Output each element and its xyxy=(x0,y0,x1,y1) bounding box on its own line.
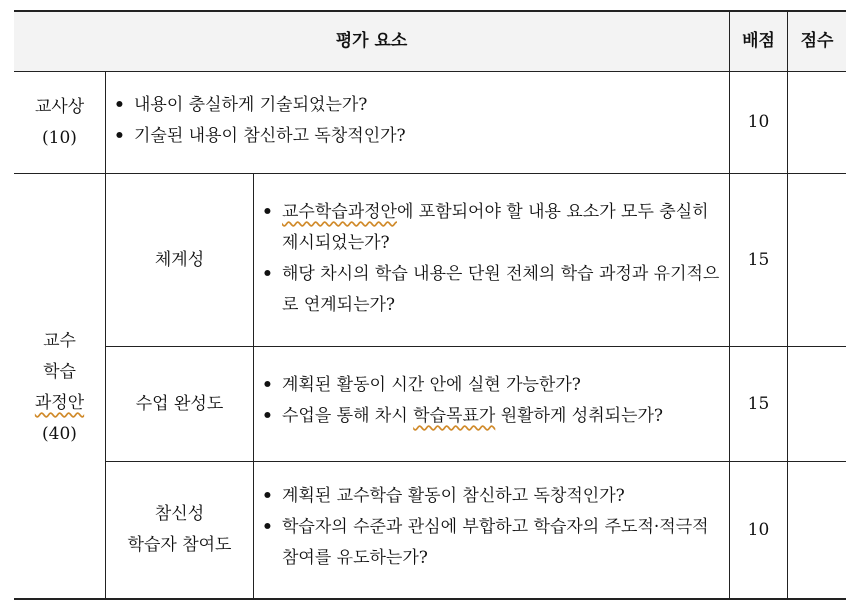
list-item: • 기술된 내용이 참신하고 독창적인가? xyxy=(106,121,721,152)
plan-label-line: (40) xyxy=(42,424,77,444)
list-item: • 학습자의 수준과 관심에 부합하고 학습자의 주도적·적극적 참여를 유도하는가? xyxy=(254,512,726,574)
list-item: • 해당 차시의 학습 내용은 단원 전체의 학습 과정과 유기적으로 연계되는가? xyxy=(254,259,726,321)
bullet-icon: • xyxy=(262,264,273,284)
header-points: 배점 xyxy=(742,31,775,51)
bullet-icon: • xyxy=(114,126,125,146)
subrow-name xyxy=(106,462,253,598)
bullet-icon: • xyxy=(262,375,273,395)
table-bottom-border xyxy=(14,598,846,600)
subrow-items xyxy=(254,481,726,574)
subrow-name-line: 참신성 xyxy=(154,504,205,524)
subrow-name: 체계성 xyxy=(154,249,205,270)
subrow-name: 수업 완성도 xyxy=(135,393,224,414)
subrow-name-line: 학습자 참여도 xyxy=(127,535,232,555)
bullet-icon: • xyxy=(114,95,125,115)
plan-label-line: 과정안 xyxy=(34,393,85,413)
list-item: • 수업을 통해 차시 학습목표가 원활하게 성취되는가? xyxy=(254,401,726,432)
subrow-points: 10 xyxy=(747,519,770,540)
cover-points: 10 xyxy=(747,112,770,132)
bullet-icon: • xyxy=(262,486,273,506)
subrow-points: 15 xyxy=(747,249,770,270)
bullet-icon: • xyxy=(262,202,273,222)
plan-label-line: 학습 xyxy=(43,362,76,382)
plan-label-line: 교수 xyxy=(43,331,76,351)
header-score: 점수 xyxy=(800,31,834,51)
evaluation-table xyxy=(14,10,846,600)
cover-label-cell xyxy=(14,72,105,173)
list-item: • 계획된 활동이 시간 안에 실현 가능한가? xyxy=(254,370,726,401)
cover-items xyxy=(106,90,721,152)
plan-label-cell xyxy=(14,174,105,598)
list-item: • 내용이 충실하게 기술되었는가? xyxy=(106,90,721,121)
cover-score xyxy=(788,72,846,173)
subrow-items xyxy=(254,370,726,432)
header-bottom-border xyxy=(14,71,846,72)
list-item: • 교수학습과정안에 포함되어야 할 내용 요소가 모두 충실히 제시되었는가? xyxy=(254,197,726,259)
bullet-icon: • xyxy=(262,406,273,426)
header-criteria: 평가 요소 xyxy=(335,31,408,51)
cover-label-sub: (10) xyxy=(42,127,77,148)
subrow-points: 15 xyxy=(747,393,770,414)
list-item: • 계획된 교수학습 활동이 참신하고 독창적인가? xyxy=(254,481,726,512)
bullet-icon: • xyxy=(262,517,273,537)
subrow-items xyxy=(254,197,726,321)
cover-label: 교사상 xyxy=(34,96,85,117)
